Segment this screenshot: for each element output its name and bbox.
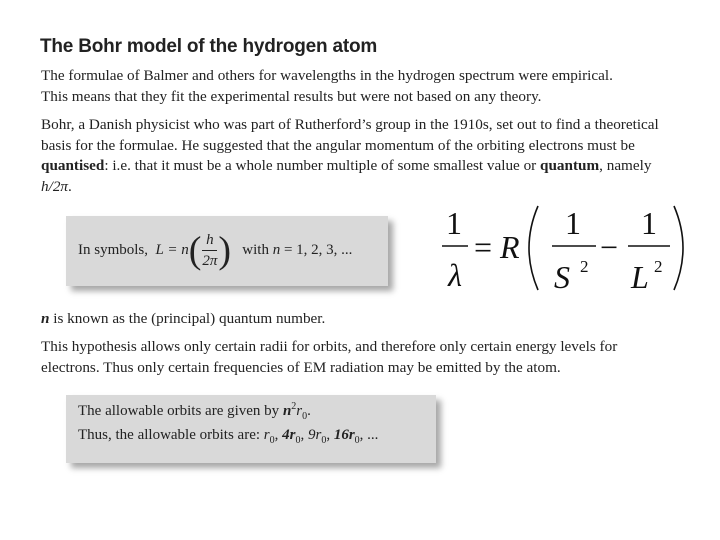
right-paren-icon: ) bbox=[218, 229, 232, 272]
page-title: The Bohr model of the hydrogen atom bbox=[40, 36, 378, 57]
fraction bbox=[202, 230, 217, 271]
paragraph-bohr bbox=[41, 115, 661, 197]
exponent: 2 bbox=[291, 401, 297, 412]
orbit-16r0: 16r bbox=[333, 427, 355, 443]
fraction-denominator: 2π bbox=[202, 253, 218, 269]
paragraph-text: : i.e. that it must be a whole number multiple of some smallest value or bbox=[104, 157, 541, 174]
separator: , bbox=[326, 427, 334, 443]
big-left-paren-icon bbox=[529, 206, 538, 290]
paragraph-line: This means that they fit the experimental results but were not based on any theory. bbox=[41, 87, 542, 105]
paragraph-hypothesis: This hypothesis allows only certain radii for orbits, and therefore only certain energy levels for electrons. Thus only certain frequencies of EM radiation may be emitted by the atom. bbox=[41, 338, 618, 376]
math-h-over-2pi: h/2π bbox=[41, 177, 69, 195]
formula-R: R bbox=[500, 229, 520, 265]
paragraph-text: Bohr, a Danish physicist who was part of Rutherford’s group in the 1910s, set out to find a theoretical basis for the formulae. He suggested that the angular momentum of the orbiting electrons must be bbox=[41, 116, 659, 154]
paragraph-text: , namely bbox=[599, 157, 652, 174]
orbits-text: Thus, the allowable orbits are: bbox=[78, 427, 264, 443]
formula-minus: − bbox=[600, 229, 619, 265]
symbols-n: n bbox=[272, 241, 281, 258]
symbols-suffix: with bbox=[242, 241, 273, 258]
paragraph-text: . bbox=[68, 177, 72, 195]
math-n: n bbox=[282, 403, 292, 419]
orbit-4r0: 4r bbox=[282, 427, 296, 443]
symbols-panel bbox=[66, 216, 388, 286]
symbols-values: = 1, 2, 3, ... bbox=[280, 241, 353, 258]
formula-one: 1 bbox=[565, 205, 581, 241]
formula-lambda: λ bbox=[448, 257, 462, 293]
ellipsis: , ... bbox=[359, 427, 379, 443]
paragraph-line: The formulae of Balmer and others for wavelengths in the hydrogen spectrum were empirical. bbox=[41, 67, 613, 84]
symbols-lhs: L = n bbox=[155, 241, 189, 258]
rydberg-formula bbox=[440, 200, 690, 300]
subscript: 0 bbox=[321, 435, 327, 446]
separator: , bbox=[274, 427, 283, 443]
formula-one: 1 bbox=[446, 205, 462, 241]
math-n: n bbox=[41, 310, 50, 327]
formula-S: S bbox=[554, 259, 570, 295]
math-r: r bbox=[296, 403, 303, 419]
orbits-text: The allowable orbits are given by bbox=[78, 403, 283, 419]
subscript: 0 bbox=[302, 411, 308, 422]
left-paren-icon: ( bbox=[188, 229, 202, 272]
formula-L-exponent: 2 bbox=[654, 257, 663, 276]
fraction-numerator: h bbox=[202, 230, 217, 251]
subscript: 0 bbox=[295, 435, 301, 446]
big-right-paren-icon bbox=[674, 206, 683, 290]
formula-one: 1 bbox=[641, 205, 657, 241]
term-quantum: quantum bbox=[540, 157, 600, 174]
formula-S-exponent: 2 bbox=[580, 257, 589, 276]
term-quantised: quantised bbox=[41, 157, 105, 174]
orbits-text: . bbox=[307, 403, 311, 419]
symbols-prefix: In symbols, bbox=[78, 241, 149, 258]
paragraph-text: is known as the (principal) quantum number. bbox=[49, 310, 326, 327]
paragraph-balmer bbox=[41, 66, 661, 107]
formula-L: L bbox=[631, 259, 649, 295]
paragraph-quantum-number bbox=[41, 309, 661, 330]
formula-equals: = bbox=[474, 229, 493, 265]
orbits-panel bbox=[66, 395, 436, 463]
orbits-line-1 bbox=[78, 401, 311, 422]
orbit-9r0: 9r bbox=[307, 427, 322, 443]
subscript: 0 bbox=[269, 435, 275, 446]
orbits-line-2 bbox=[78, 427, 378, 446]
subscript: 0 bbox=[354, 435, 360, 446]
separator: , bbox=[300, 427, 308, 443]
symbols-line bbox=[78, 230, 352, 271]
orbit-r0: r bbox=[263, 427, 270, 443]
